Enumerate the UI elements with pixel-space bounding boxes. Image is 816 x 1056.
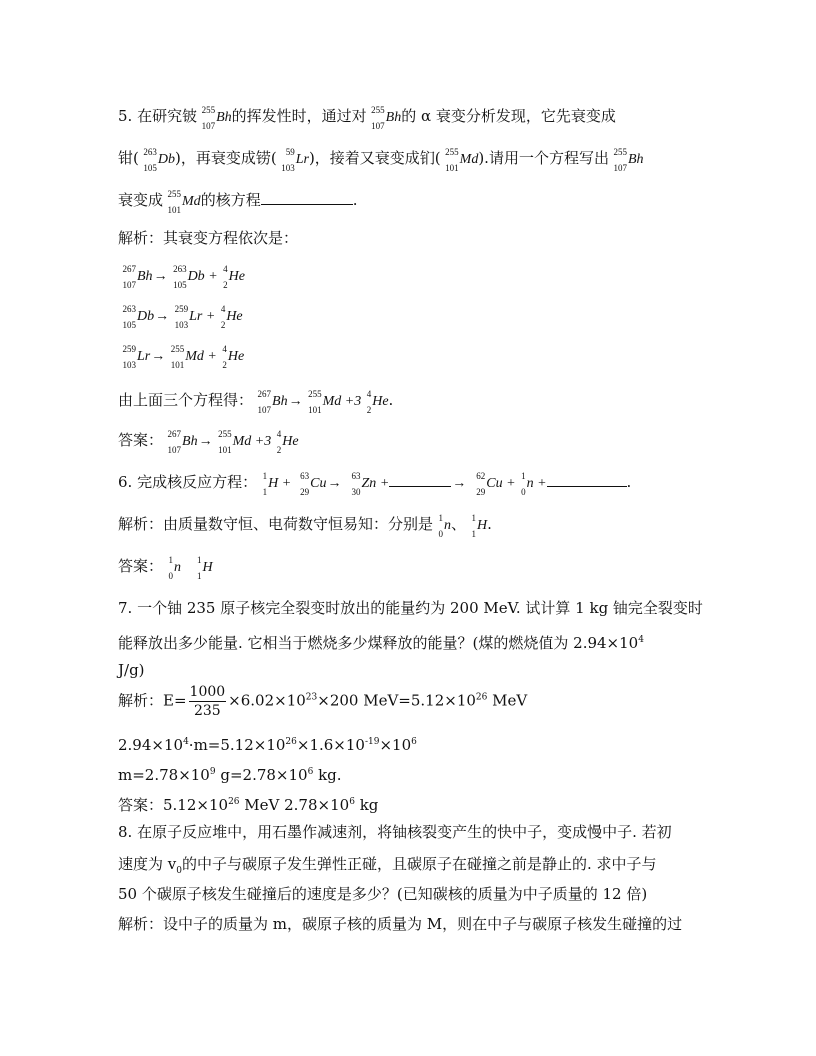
text: 101 [218,444,232,455]
text: 4 [183,737,189,747]
text: 4 [366,388,372,399]
text: m=2.78×10 [118,766,210,784]
q8-line-3 [118,884,647,904]
text: 4 [276,428,282,439]
isotope-notation [271,428,282,455]
text: 26 [228,797,240,807]
text: 255 [613,146,627,157]
text: 107 [201,120,216,131]
text: 的中子与碳原子发生弹性正碰，且碳原子在碰撞之前是静止的. 求中子与 [181,855,657,873]
text: → [288,394,303,409]
text: 由上面三个方程得： [118,391,254,409]
q5-equation-3 [118,346,244,368]
text: 1 [197,554,202,565]
isotope-notation [139,146,157,173]
isotope-notation [169,266,187,288]
math-expression [257,470,390,497]
text: 267 [122,264,136,274]
text: 3 [264,434,272,449]
text: 263 [173,264,187,274]
text: Bh [627,152,644,167]
text: He [228,269,245,285]
isotope-notation [118,346,136,368]
isotope-notation [257,470,268,497]
q6-line-1 [118,472,631,495]
text: 255 [201,104,216,115]
text: 1 [438,512,444,523]
isotope-notation [218,266,228,288]
text: Md [459,152,479,167]
math-expression [451,470,547,497]
isotope-notation [118,306,136,328]
text: 26 [475,692,488,703]
isotope-notation [433,512,444,539]
q5-answer [118,430,299,453]
text: n [526,476,534,491]
text: Lr [137,349,151,365]
text: 4 [220,304,226,314]
isotope-notation [170,306,188,328]
text: g=2.78×10 [215,766,308,784]
text: Zn [361,476,377,491]
text: 5. 在研究铍 [118,107,198,125]
q5-solution-label [118,228,298,248]
text: Db [137,309,155,325]
isotope-notation [467,470,486,497]
text: kg [354,796,379,814]
q7-answer [118,792,378,815]
isotope-notation [441,146,459,173]
isotope-notation [166,346,184,368]
text: Cu [310,476,327,491]
q8-line-1 [118,822,672,842]
text: 23 [305,692,318,703]
isotope-notation [466,512,477,539]
text: 解析：设中子的质量为 m，碳原子核的质量为 M，则在中子与碳原子核发生碰撞的过 [118,915,683,933]
text: 0 [438,528,444,539]
text: → [153,269,168,285]
q7-solution-3 [118,762,342,785]
text: He [282,434,299,449]
text: 的 α 衰变分析发现，它先衰变成 [401,107,616,125]
text: 101 [170,360,185,370]
text: . [626,473,632,491]
text: Cu [486,476,503,491]
isotope-notation [609,146,627,173]
text: Md [232,434,252,449]
text: Md [185,349,204,365]
text: 29 [300,486,310,497]
text: MeV 2.78×10 [239,796,350,814]
text: Bh [272,394,288,409]
text: 2 [223,280,228,290]
text: 速度为 v [118,855,177,873]
text: → [327,476,342,491]
math-expression [466,512,488,539]
text: 的挥发性时，通过对 [231,107,367,125]
text: He [226,309,243,325]
isotope-notation [343,470,361,497]
text: 107 [122,280,136,290]
text: Db [187,269,205,285]
text: J/g) [118,661,145,679]
text: ×10 [379,736,412,754]
q8-line-2 [118,854,657,881]
text: H [268,476,279,491]
isotope-notation [192,554,202,581]
text: 8. 在原子反应堆中，用石墨作减速剂，将铀核裂变产生的快中子，变成慢中子. 若初 [118,823,672,841]
text: . [352,191,358,209]
isotope-notation [361,388,372,415]
math-expression [609,146,644,173]
text: Bh [182,434,198,449]
text: Md [322,394,342,409]
text: 255 [218,428,232,439]
text: He [227,349,245,365]
text: Lr [189,309,203,325]
text: ·m=5.12×10 [188,736,286,754]
text: + [281,476,292,491]
text: 解析：E= [118,691,187,710]
isotope-notation [291,470,310,497]
text: 103 [122,360,136,370]
text: 0 [168,570,174,581]
text: 59 [285,146,295,157]
q5-conclusion [118,390,393,413]
isotope-notation [163,428,182,455]
text: . [487,515,492,533]
text: Lr [295,152,309,167]
text: 2 [220,320,226,330]
text: 2 [222,360,227,370]
math-expression [253,388,389,415]
text: 255 [170,344,185,354]
text: 3 [354,394,362,409]
text: 6 [307,767,314,777]
q5-equation-2 [118,306,243,328]
text: 能释放出多少能量. 它相当于燃烧多少煤释放的能量？(煤的燃烧值为 2.94×10 [118,634,639,652]
isotope-notation [516,470,526,497]
text: 解析：由质量数守恒、电荷数守恒易知：分别是 [118,515,434,533]
math-expression [367,104,402,131]
text: + [379,476,390,491]
text: 答案： [118,557,164,575]
q7-line-3 [118,660,145,680]
text: ×6.02×10 [228,691,306,710]
text: → [452,476,467,491]
text: 解析：其衰变方程依次是： [118,229,299,247]
isotope-notation [367,104,385,131]
text: 107 [167,444,182,455]
text: 1000 [189,684,226,700]
text: 的核方程 [200,191,261,209]
q5-line-3 [118,190,357,213]
isotope-notation [277,146,295,173]
text: 105 [122,320,136,330]
text: 105 [173,280,187,290]
isotope-notation [215,306,225,328]
text: H [477,518,488,533]
isotope [197,104,216,131]
text: n [444,518,452,533]
text: 0 [176,866,182,876]
q5-line-1 [118,106,616,129]
text: 0 [521,486,526,497]
answer-blank-1[interactable] [389,472,451,487]
q8-line-4 [118,914,682,934]
text: + [344,394,355,409]
text: )，接着又衰变成钔( [308,149,441,167]
text: 1 [471,528,477,539]
text: 答案： [118,431,164,449]
text: 钳( [118,149,139,167]
text: 101 [445,162,459,173]
math-expression [163,428,299,455]
text: 255 [371,104,385,115]
text: 103 [281,162,295,173]
q7-solution-1 [118,683,527,720]
isotope-notation [253,388,272,415]
text: 29 [476,486,486,497]
isotope-notation [163,554,174,581]
math-expression [277,146,309,173]
text: 267 [257,388,272,399]
math-expression [433,512,452,539]
text: 255 [445,146,459,157]
text: Md [182,194,201,209]
text: 263 [122,304,136,314]
isotope-notation [214,428,232,455]
text: 263 [143,146,157,157]
q7-line-1 [118,598,703,618]
text: MeV [487,691,528,710]
text: → [151,349,166,365]
text: 103 [174,320,189,330]
text: + [254,434,265,449]
math-expression [197,104,232,131]
text: ×1.6×10 [296,736,365,754]
text: ×200 MeV=5.12×10 [317,691,476,710]
text: 、 [451,515,467,533]
answer-blank-2[interactable] [547,472,627,487]
text: 107 [613,162,627,173]
text: 101 [308,404,322,415]
text: Bh [137,269,153,285]
math-expression [163,188,201,215]
text: 267 [167,428,182,439]
text: ).请用一个方程写出 [478,149,609,167]
text: 4 [223,264,228,274]
q7-line-2 [118,630,644,653]
text: 4 [222,344,227,354]
q7-solution-2 [118,732,417,755]
math-expression [163,554,213,581]
text: 105 [143,162,157,173]
text: He [372,394,389,409]
text: 259 [122,344,136,354]
text: 107 [371,120,385,131]
text: 1 [521,470,526,481]
text: Bh [385,110,402,125]
text: 2 [366,404,372,415]
q6-solution [118,514,492,537]
isotope-notation [217,346,227,368]
text: 6. 完成核反应方程： [118,473,258,491]
text: )，再衰变成铹( [174,149,277,167]
text: 1 [168,554,174,565]
text: Bh [216,110,232,125]
isotope-notation [163,188,182,215]
fraction [189,683,227,720]
text: 4 [638,635,644,645]
text: 1 [197,570,202,581]
text: + [506,476,516,491]
q6-answer [118,556,213,579]
text: → [198,434,213,449]
text: 答案：5.12×10 [118,796,229,814]
text: 255 [167,188,182,199]
q5-line-2 [118,148,644,171]
text: 30 [351,486,361,497]
text: 2.94×10 [118,736,184,754]
text: 6 [411,737,417,747]
text: 衰变成 [118,191,164,209]
text: + [537,476,547,491]
isotope-notation [304,388,322,415]
text: 1 [262,470,268,481]
text: -19 [364,737,380,747]
text: . [388,391,394,409]
text: 6 [349,797,355,807]
answer-blank[interactable] [261,190,353,205]
text: 63 [351,470,361,481]
text: Db [157,152,175,167]
text: 1 [262,486,268,497]
text: 7. 一个铀 235 原子核完全裂变时放出的能量约为 200 MeV. 试计算 1 kg 铀完全裂变时 [118,599,703,617]
text: + [208,269,218,285]
text: H [202,560,213,575]
text: 26 [285,737,297,747]
isotope-notation [118,266,136,288]
text: 259 [174,304,189,314]
text: 107 [257,404,272,415]
text: 101 [167,204,182,215]
text: 1 [471,512,477,523]
text: + [207,349,217,365]
text: 62 [476,470,486,481]
text: n [174,560,182,575]
text: 235 [193,703,221,719]
text: + [205,309,216,325]
math-expression [441,146,479,173]
text: 2 [276,444,282,455]
math-expression [139,146,175,173]
text: kg. [313,766,342,784]
text: 63 [300,470,310,481]
q5-equation-1 [118,266,245,288]
text: 50 个碳原子核发生碰撞后的速度是多少？(已知碳核的质量为中子质量的 12 倍) [118,885,648,903]
text: 255 [308,388,322,399]
text: → [155,309,170,325]
text: 9 [209,767,216,777]
